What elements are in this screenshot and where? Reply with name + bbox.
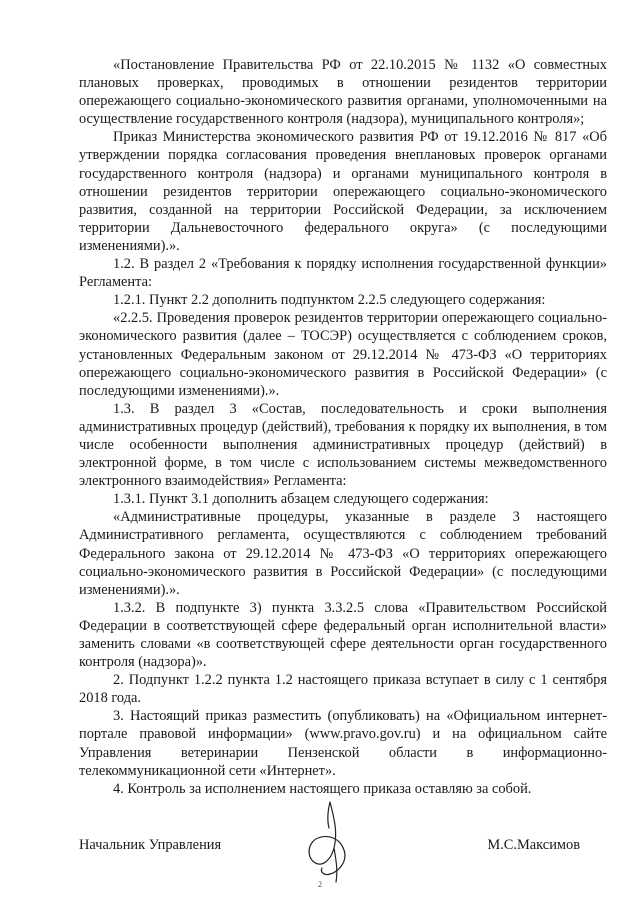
paragraph-1-3: 1.3. В раздел 3 «Состав, последовательность и сроки выполнения административных процедур (действий), требования к порядку их выполнения, в том числе особенности выполнения административных процедур (действий) в электронной форме, в том числе с использованием системы межведомственного электронного взаимодействия» Регламента: bbox=[79, 400, 607, 490]
paragraph-4: 4. Контроль за исполнением настоящего приказа оставляю за собой. bbox=[113, 780, 532, 797]
paragraph-1-2: 1.2. В раздел 2 «Требования к порядку исполнения государственной функции» Регламента: bbox=[79, 256, 607, 291]
paragraph-3: 3. Настоящий приказ разместить (опубликовать) на «Официальном интернет-портале правовой информации» (www.pravo.gov.ru) и на официальном сайте Управления ветеринарии Пензенской области в информационно-телекоммуникационной сети «Интернет». bbox=[79, 708, 607, 779]
paragraph-1-2-1: 1.2.1. Пункт 2.2 дополнить подпунктом 2.2.5 следующего содержания: bbox=[113, 292, 546, 309]
paragraph-admin-procedures: «Административные процедуры, указанные в разделе 3 настоящего Административного регламента, осуществляются с соблюдением требований Федерального закона от 29.12.2014 № 473-ФЗ «О территориях опережающего социально-экономического развития в Российской Федерации» (с последующими изменениями).». bbox=[79, 509, 607, 598]
page-number: 2 bbox=[318, 880, 322, 889]
paragraph-2: 2. Подпункт 1.2.2 пункта 1.2 настоящего приказа вступает в силу с 1 сентября 2018 года. bbox=[79, 672, 607, 707]
handwritten-signature bbox=[300, 798, 360, 884]
paragraph-1-3-1: 1.3.1. Пункт 3.1 дополнить абзацем следующего содержания: bbox=[113, 491, 489, 508]
paragraph-quote-decree-1132: «Постановление Правительства РФ от 22.10.2015 № 1132 «О совместных плановых проверках, проводимых в отношении резидентов территории опережающего социально-экономического развития органами, уполномоченными на осуществление государственного контроля (надзора), муниципального контроля»; bbox=[79, 57, 607, 128]
signatory-position: Начальник Управления bbox=[79, 837, 222, 853]
paragraph-1-3-2: 1.3.2. В подпункте 3) пункта 3.3.2.5 слова «Правительством Российской Федерации в соответствующей сфере федеральный орган исполнительной власти» заменить словами «в соответствующей сфере деятельности орган государственного контроля (надзора)». bbox=[79, 599, 607, 671]
paragraph-2-2-5: «2.2.5. Проведения проверок резидентов территории опережающего социально-экономического развития (далее – ТОСЭР) осуществляется с соблюдением сроков, установленных Федеральным законом от 29.12.2014 № 473-ФЗ «О территориях опережающего социально-экономического развития в Российской Федерации» (с последующими изменениями).». bbox=[79, 310, 607, 399]
paragraph-order-817: Приказ Министерства экономического развития РФ от 19.12.2016 № 817 «Об утверждении порядка согласования проведения внеплановых проверок органами государственного контроля (надзора) и органами муниципального контроля в отношении резидентов территории опережающего социально-экономического развития, созданной на территории Российской Федерации, за исключением территории Дальневосточного федерального округа» (с последующими изменениями).». bbox=[79, 129, 607, 254]
signatory-name: М.С.Максимов bbox=[487, 837, 580, 853]
